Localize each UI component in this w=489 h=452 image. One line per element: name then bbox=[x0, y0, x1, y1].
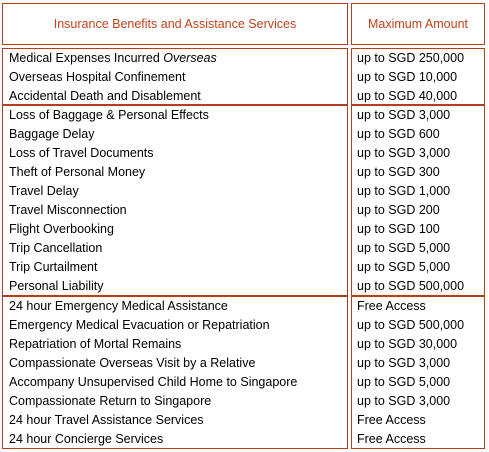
amount-value: up to SGD 500,000 bbox=[357, 318, 465, 332]
section-1-benefits bbox=[2, 48, 348, 105]
benefit-label: Personal Liability bbox=[9, 279, 104, 293]
amount-value: up to SGD 300 bbox=[357, 165, 440, 179]
amount-value: up to SGD 30,000 bbox=[357, 337, 458, 351]
amount-value: up to SGD 5,000 bbox=[357, 241, 451, 255]
header-amount: Maximum Amount bbox=[367, 17, 469, 31]
benefit-label: Theft of Personal Money bbox=[9, 165, 146, 179]
benefit-label: 24 hour Concierge Services bbox=[9, 432, 164, 446]
section-3-amounts bbox=[351, 296, 485, 449]
benefit-label: Repatriation of Mortal Remains bbox=[9, 337, 182, 351]
benefit-label: Travel Misconnection bbox=[9, 203, 127, 217]
benefit-label-emphasis: Overseas bbox=[163, 51, 217, 65]
benefit-label: 24 hour Emergency Medical Assistance bbox=[9, 299, 228, 313]
benefit-label: Loss of Baggage & Personal Effects bbox=[9, 108, 209, 122]
benefit-label: Emergency Medical Evacuation or Repatriation bbox=[9, 318, 270, 332]
amount-value: up to SGD 5,000 bbox=[357, 375, 451, 389]
amount-value: up to SGD 200 bbox=[357, 203, 440, 217]
benefit-label: Accidental Death and Disablement bbox=[9, 89, 201, 103]
benefit-row bbox=[3, 49, 347, 68]
header-amount-cell bbox=[351, 3, 485, 45]
amount-value: up to SGD 3,000 bbox=[357, 394, 451, 408]
benefit-label: Medical Expenses Incurred bbox=[9, 51, 164, 65]
benefit-row bbox=[3, 87, 347, 106]
amount-value: up to SGD 3,000 bbox=[357, 108, 451, 122]
amount-value: up to SGD 500,000 bbox=[357, 279, 465, 293]
benefit-label: 24 hour Travel Assistance Services bbox=[9, 413, 204, 427]
section-2-benefits bbox=[2, 105, 348, 296]
amount-value: up to SGD 100 bbox=[357, 222, 440, 236]
header-benefits: Insurance Benefits and Assistance Services bbox=[53, 17, 297, 31]
section-2-benefit-list bbox=[3, 106, 347, 296]
section-2-amounts bbox=[351, 105, 485, 296]
amount-value: up to SGD 600 bbox=[357, 127, 440, 141]
header-benefits-cell bbox=[2, 3, 348, 45]
benefit-label: Baggage Delay bbox=[9, 127, 95, 141]
amount-value: up to SGD 3,000 bbox=[357, 146, 451, 160]
amount-value: up to SGD 10,000 bbox=[357, 70, 458, 84]
section-1-amount-list bbox=[352, 49, 484, 106]
amount-value: Free Access bbox=[357, 413, 426, 427]
benefit-label: Trip Curtailment bbox=[9, 260, 98, 274]
section-3-amount-list bbox=[352, 297, 484, 449]
amount-value: up to SGD 1,000 bbox=[357, 184, 451, 198]
benefit-label: Overseas Hospital Confinement bbox=[9, 70, 186, 84]
benefit-label: Accompany Unsupervised Child Home to Singapore bbox=[9, 375, 298, 389]
section-2-amount-list bbox=[352, 106, 484, 296]
benefit-label: Loss of Travel Documents bbox=[9, 146, 154, 160]
benefit-label: Travel Delay bbox=[9, 184, 79, 198]
benefit-row bbox=[3, 68, 347, 87]
section-3-benefit-list bbox=[3, 297, 347, 449]
section-1-benefit-list bbox=[3, 49, 347, 106]
amount-value: Free Access bbox=[357, 432, 426, 446]
section-3-benefits bbox=[2, 296, 348, 449]
section-1-amounts bbox=[351, 48, 485, 105]
benefit-label: Flight Overbooking bbox=[9, 222, 114, 236]
amount-value: up to SGD 5,000 bbox=[357, 260, 451, 274]
benefit-label: Compassionate Overseas Visit by a Relative bbox=[9, 356, 256, 370]
amount-value: up to SGD 40,000 bbox=[357, 89, 458, 103]
amount-value: up to SGD 250,000 bbox=[357, 51, 465, 65]
amount-value: up to SGD 3,000 bbox=[357, 356, 451, 370]
amount-value: Free Access bbox=[357, 299, 426, 313]
benefit-label: Compassionate Return to Singapore bbox=[9, 394, 212, 408]
benefit-label: Trip Cancellation bbox=[9, 241, 103, 255]
